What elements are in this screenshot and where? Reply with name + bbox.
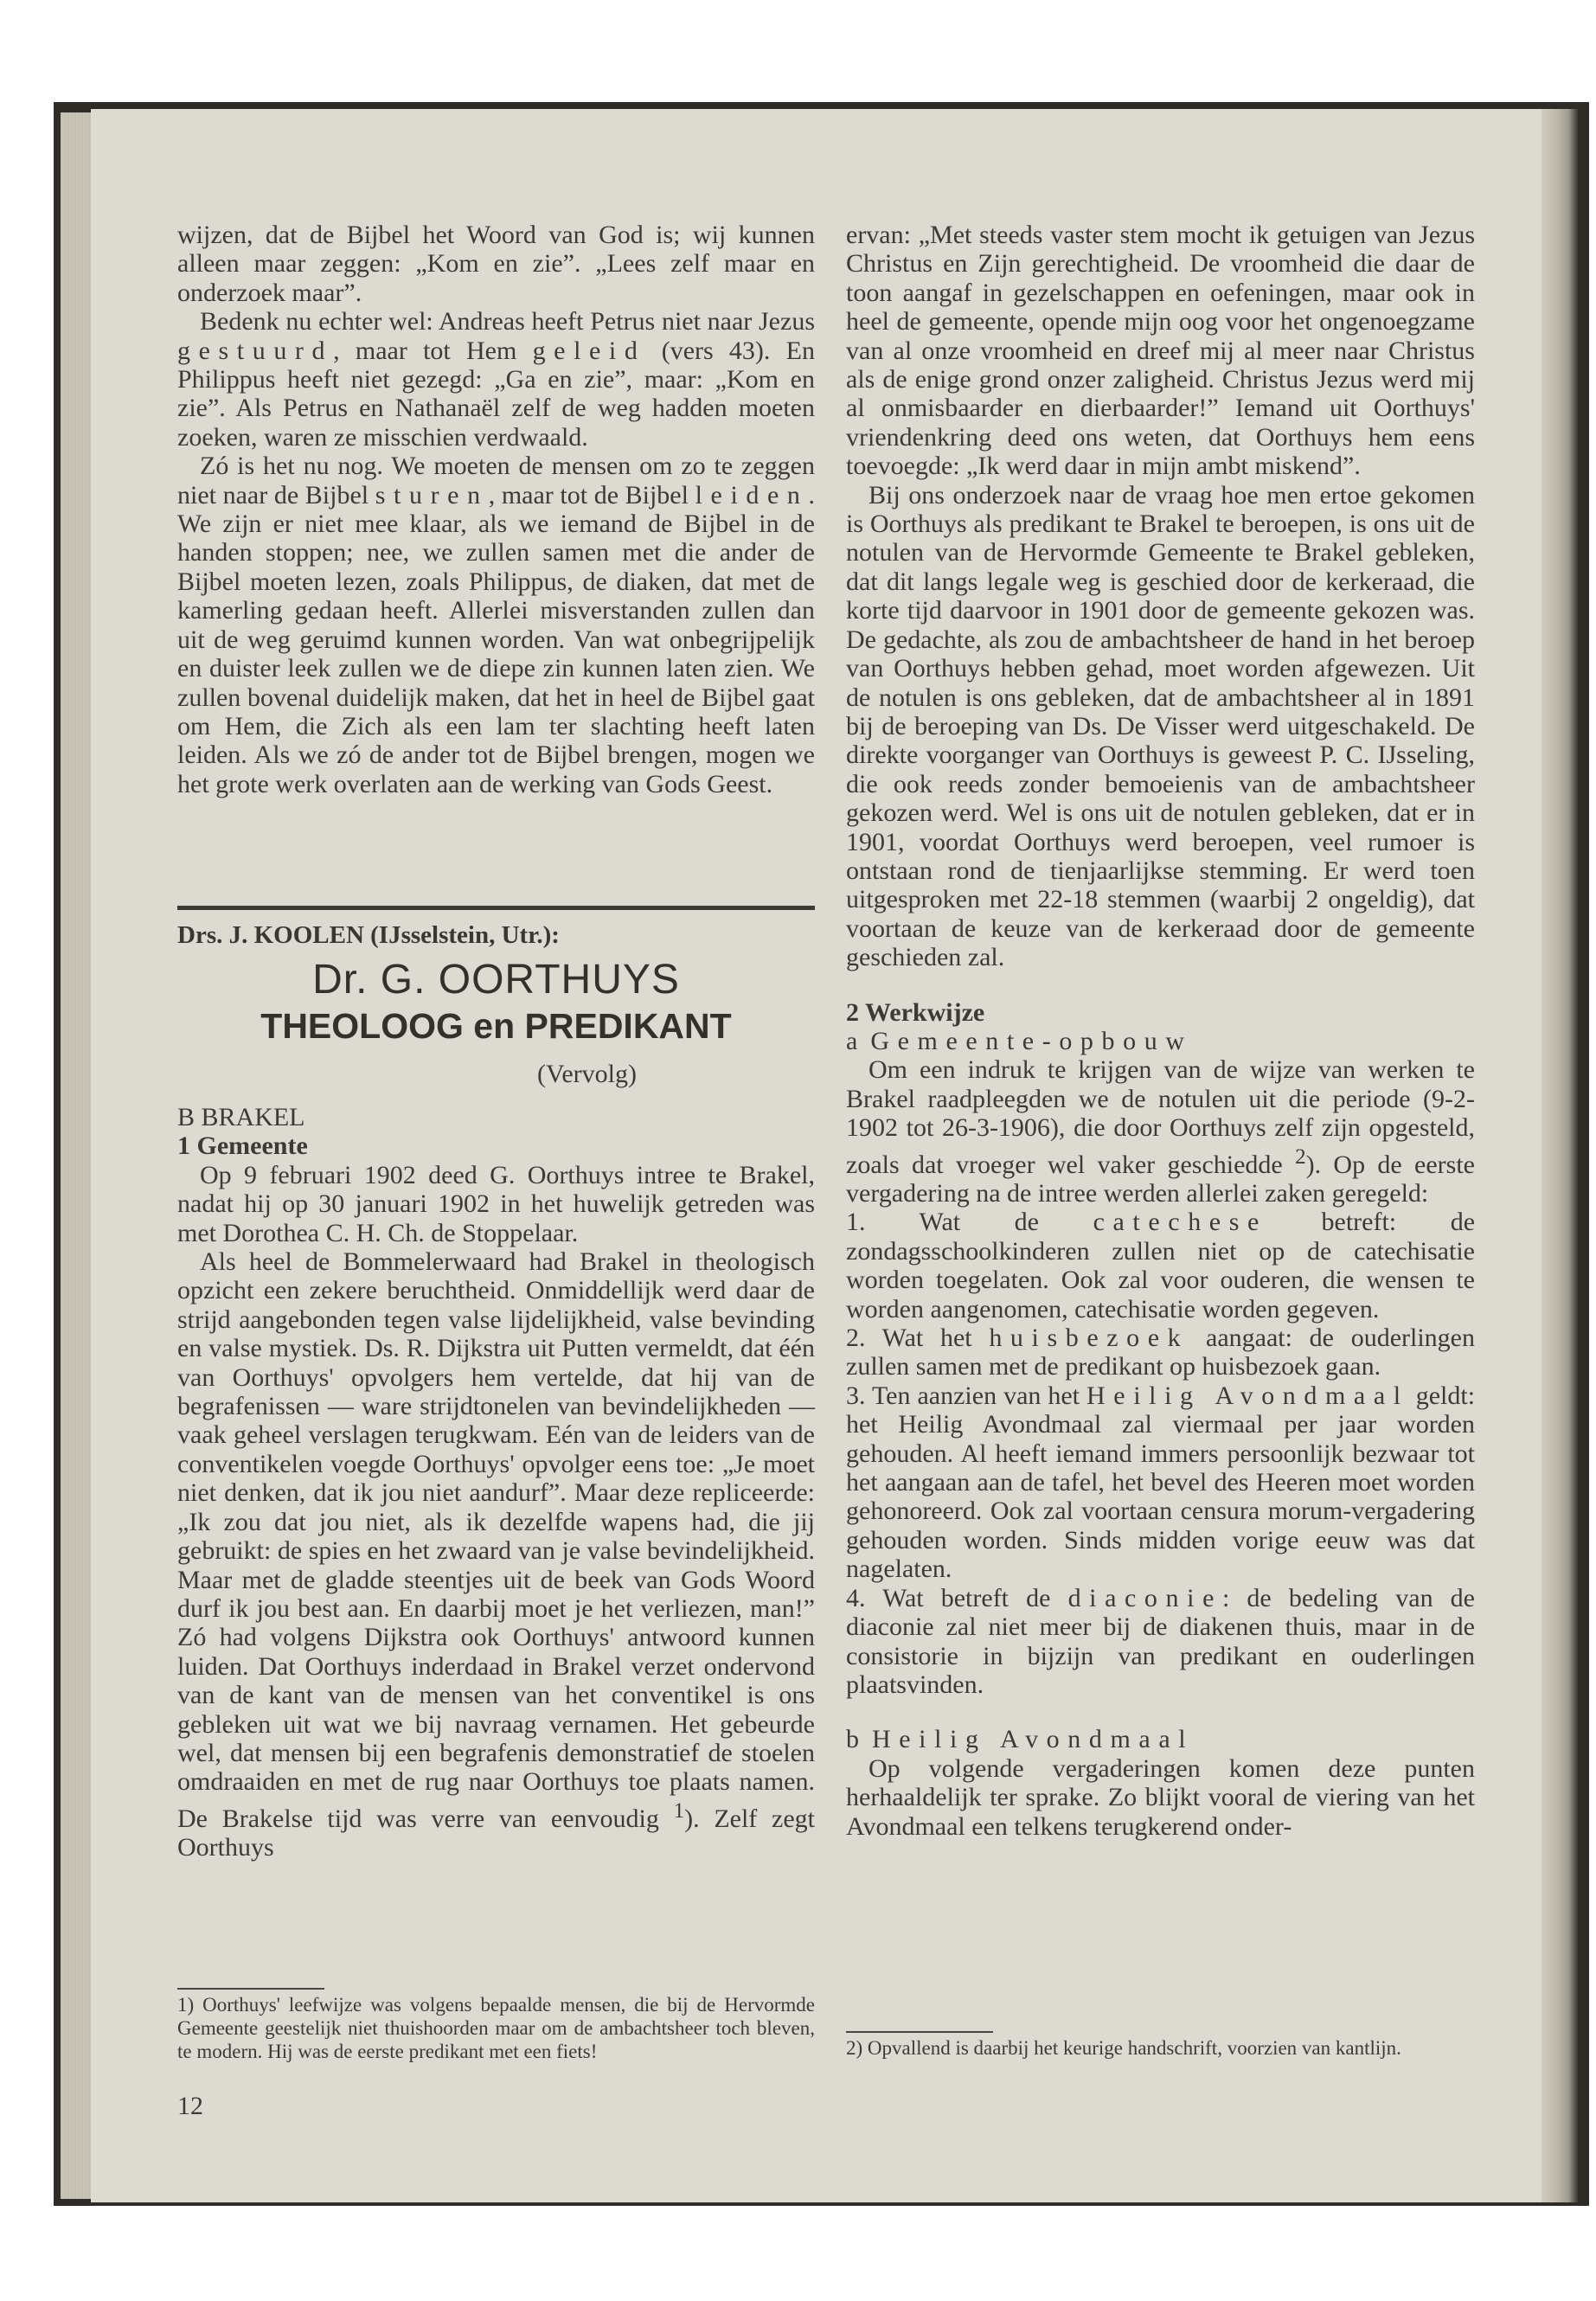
list-item [846, 1324, 1475, 1381]
section-heading: 2 Werkwijze [846, 997, 985, 1027]
footnote-2: 2) Opvallend is daarbij het keurige handschrift, voorzien van kantlijn. [846, 2037, 1401, 2059]
list-item [846, 1208, 1475, 1324]
spaced-text: leiden [695, 480, 809, 510]
text: Bedenk nu echter wel: Andreas heeft Petrus niet naar Jezus [200, 307, 815, 336]
footnote-rule [177, 1988, 324, 1990]
text: betreft: de zondagsschoolkinderen zullen niet op de catechisatie worden toegelaten. Ook zal voor ouderen, die wensen te worden aangenomen, catechisatie worden gegeven. [846, 1208, 1476, 1324]
paragraph: ervan: „Met steeds vaster stem mocht ik getuigen van Jezus Christus en Zijn gerechtigheid. De vroomheid die daar de toon aangaf in gezelschappen en oefeningen, maar ook in heel de gemeente, opende mijn oog voor het ongenoegzame van al onze vroomheid en dreef mij al meer naar Christus als de enige grond onzer zaligheid. Christus Jezus werd mij al onmisbaarder en dierbaarder!” Iemand uit Oorthuys' vriendenkring deed ons weten, dat Oorthuys hem eens toevoegde: „Ik werd daar in mijn ambt miskend”. [846, 221, 1475, 481]
paragraph: Bij ons onderzoek naar de vraag hoe men ertoe gekomen is Oorthuys als predikant te Brakel te beroepen, is ons uit de notulen van de Hervormde Gemeente te Brakel gebleken, dat dit langs legale weg is geschied door de kerkeraad, die korte tijd daarvoor in 1901 door de gemeente gekozen was. De gedachte, als zou de ambachtsheer de hand in het beroep van Oorthuys hebben gehad, moet worden afgewezen. Uit de notulen is ons gebleken, dat de ambachtsheer al in 1891 bij de beroeping van Ds. De Visser werd uitgeschakeld. De direkte voorganger van Oorthuys is geweest P. C. IJsseling, die ook reeds zonder bemoeienis van de ambachtsheer gekozen werd. Wel is ons uit de notulen gebleken, dat er in 1901, voordat Oorthuys werd beroepen, veel rumoer is ontstaan rond de tienjaarlijkse stemming. Er werd toen uitgesproken met 22-18 stemmen (waarbij 2 ongeldig), dat voortaan de keuze van de kerkeraad door de gemeente geschieden zal. [846, 480, 1475, 972]
paragraph [177, 307, 815, 452]
article-title: Dr. G. OORTHUYS [312, 957, 680, 1003]
spaced-text: catechese [1093, 1208, 1267, 1237]
subsection-heading [846, 1027, 1475, 1055]
text: ). Zelf zegt Oorthuys [177, 1804, 815, 1862]
spaced-text: Heilig Avondmaal [1086, 1381, 1409, 1410]
page-stack-edge [61, 112, 93, 2199]
article-continued: (Vervolg) [537, 1060, 637, 1088]
spaced-text: geleid [532, 336, 646, 365]
footnote-ref: 2 [1295, 1144, 1306, 1169]
text: geldt: het Heilig Avondmaal zal viermaal per jaar worden gehouden. Al heeft iemand immers persoonlijk bezwaar tot het aangaan aan de tafel, het bevel des Heeren moet worden gehonoreerd. Ook zal voortaan censura morum-vergadering gehouden worden. Sinds midden vorige eeuw was dat nagelaten. [846, 1381, 1476, 1584]
page-number: 12 [177, 2092, 203, 2120]
text: ). Op de eerste vergadering na de intree werden allerlei zaken geregeld: [846, 1150, 1475, 1208]
spaced-text: diaconie [1067, 1583, 1222, 1612]
text: 2. Wat het [846, 1324, 972, 1353]
subsection-heading: 1 Gemeente [177, 1131, 308, 1161]
subsection-heading [846, 1725, 1475, 1753]
text: a [846, 1026, 858, 1055]
left-column-top [177, 221, 815, 798]
text: Zó is het nu nog. We moeten de mensen om zo te zeggen niet naar de Bijbel [177, 452, 815, 510]
text: : de bedeling van de diaconie zal niet meer bij de diakenen thuis, maar in de consistorie in bijzijn van predikant en ouderlingen plaatsvinden. [846, 1583, 1475, 1699]
article-author: Drs. J. KOOLEN (IJsselstein, Utr.): [177, 921, 560, 949]
paragraph: Op 9 februari 1902 deed G. Oorthuys intree te Brakel, nadat hij op 30 januari 1902 in het huwelijk getreden was met Dorothea C. H. Ch. de Stoppelaar. [177, 1160, 815, 1247]
list-item [846, 1584, 1475, 1700]
paragraph [177, 452, 815, 798]
text: . We zijn er niet mee klaar, als we iemand de Bijbel in de handen stoppen; nee, we zullen samen met die ander de Bijbel moeten lezen, zoals Philippus, de diaken, dat met de kamerling gedaan heeft. Allerlei misverstanden zullen dan uit de weg geruimd kunnen worden. Van wat onbegrijpelijk en duister leek zullen we de diepe zin kunnen laten zien. We zullen bovenal duidelijk maken, dat het in heel de Bijbel gaat om Hem, die Zich als een lam ter slachting heeft laten leiden. Als we zó de ander tot de Bijbel brengen, mogen we het grote werk overlaten aan de werking van Gods Geest. [177, 480, 815, 798]
right-column [846, 221, 1475, 1841]
spaced-text: Heilig Avondmaal [872, 1725, 1195, 1754]
section-heading: B BRAKEL [177, 1103, 305, 1131]
page-gutter-shadow [1542, 109, 1578, 2202]
spaced-text: sturen [375, 480, 489, 510]
list-item [846, 1381, 1475, 1584]
spaced-text: Gemeente-opbouw [870, 1026, 1193, 1055]
text: Om een indruk te krijgen van de wijze van werken te Brakel raadpleegden we de notulen uit die periode (9-2-1902 tot 26-3-1906), die door Oorthuys zelf zijn opgesteld, zoals dat vroeger wel vaker geschiedde [846, 1055, 1475, 1179]
text: (vers 43). En Philippus heeft niet gezegd: „Ga en zie”, maar: „Kom en zie”. Als Petrus en Nathanaël zelf de weg hadden moeten zoeken, waren ze misschien verdwaald. [177, 336, 815, 452]
footnote-1: 1) Oorthuys' leefwijze was volgens bepaalde mensen, die bij de Hervormde Gemeente geestelijk niet thuishoorden maar om de ambachtsheer toch bleven, te modern. Hij was de eerste predikant met een fiets! [177, 1994, 815, 2062]
article-divider [177, 906, 815, 910]
text: 4. Wat betreft de [846, 1583, 1051, 1612]
paragraph: Op volgende vergaderingen komen deze punten herhaaldelijk ter sprake. Zo blijkt vooral de viering van het Avondmaal een telkens terugkerend onder- [846, 1753, 1475, 1841]
text: Als heel de Bommelerwaard had Brakel in theologisch opzicht een zekere beruchtheid. Onmiddellijk werd daar de strijd aangebonden tegen valse lijdelijkheid, valse bevinding en valse mystiek. Ds. R. Dijkstra uit Putten vermeldt, dat één van Oorthuys' opvolgers hem vertelde, dat hij van de begrafenissen — ware strijdtonelen van bevindelijkheden — vaak geheel verslagen terugkwam. Eén van de leiders van de conventikelen voegde Oorthuys' opvolger eens toe: „Je moet niet denken, dat ik jou niet aandurf”. Maar deze repliceerde: „Ik zou dat jou niet, als ik dezelfde wapens had, die jij gebruikt: de spies en het zwaard van je valse bevindelijkheid. Maar met de gladde steentjes uit de beek van Gods Woord durf ik jou best aan. En daarbij moet je het verliezen, man!” Zó had volgens Dijkstra ook Oorthuys' antwoord kunnen luiden. Dat Oorthuys inderdaad in Brakel verzet ondervond van de kant van de mensen van het conventikel is ons gebleken uit wat we bij navraag vernamen. Het gebeurde wel, dat mensen bij een begrafenis demonstratief de stoelen omdraaiden en met de rug naar Oorthuys toe plaats namen. De Brakelse tijd was verre van eenvoudig [177, 1247, 815, 1833]
text: 3. Ten aanzien van het [846, 1381, 1080, 1410]
footnote-ref: 1 [673, 1798, 685, 1823]
paragraph [846, 1055, 1475, 1208]
footnote-rule [846, 2031, 993, 2033]
text: aangaat: de ouderlingen zullen samen met de predikant op huisbezoek gaan. [846, 1324, 1475, 1381]
paragraph [177, 221, 815, 307]
text: b [846, 1725, 859, 1754]
text: , maar tot de Bijbel [488, 480, 689, 510]
left-column-bottom [177, 1103, 815, 1862]
spaced-text: gestuurd [177, 336, 334, 365]
article-subtitle: THEOLOOG en PREDIKANT [260, 1006, 732, 1046]
paragraph [177, 1247, 815, 1862]
text: 1. Wat de [846, 1208, 1039, 1237]
spaced-text: huisbezoek [989, 1324, 1189, 1353]
text: wijzen, dat de Bijbel het Woord van God is; wij kunnen alleen maar zeggen: „Kom en zie”. „Lees zelf maar en onderzoek maar”. [177, 221, 815, 307]
text: , maar tot Hem [333, 336, 517, 365]
